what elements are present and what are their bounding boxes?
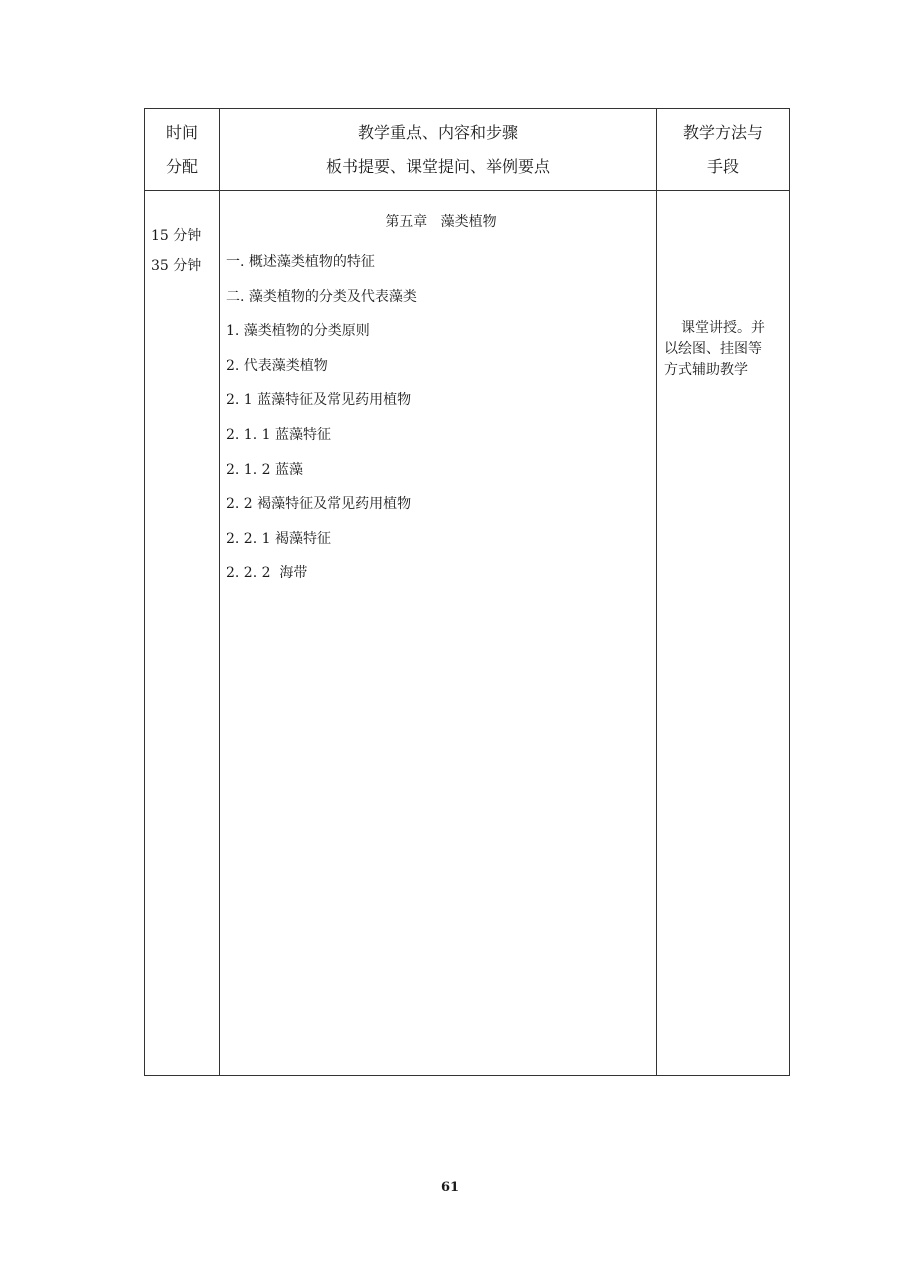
time-entry-2: 35 分钟 [151,258,202,274]
header-method-line2: 手段 [706,156,739,176]
time-allocation-cell [145,191,220,1076]
table-header-row [145,109,790,191]
content-item: 2. 2. 1 褐藻特征 [226,530,331,547]
time-entry-1: 15 分钟 [151,228,202,244]
content-item: 一. 概述藻类植物的特征 [226,254,375,270]
content-item: 1. 藻类植物的分类原则 [226,323,370,340]
header-method-line1: 教学方法与 [682,122,763,142]
teaching-method-cell [657,191,790,1076]
teaching-content-cell [220,191,657,1076]
content-item: 2. 代表藻类植物 [226,357,328,374]
content-item: 2. 1. 2 蓝藻 [226,461,303,478]
content-item: 2. 2. 2 海带 [226,565,308,582]
header-content-line2: 板书提要、课堂提问、举例要点 [325,156,550,176]
method-line-2: 以绘图、挂图等 [664,341,762,357]
content-item: 2. 1. 1 蓝藻特征 [226,426,331,443]
header-method-cell [657,109,790,191]
header-time-cell [145,109,220,191]
lesson-plan-table [144,108,790,1076]
chapter-title: 第五章 藻类植物 [385,214,497,230]
method-line-1: 课堂讲授。并 [681,320,765,336]
header-time-line1: 时间 [165,122,198,142]
header-time-line2: 分配 [165,156,198,176]
header-content-cell [220,109,657,191]
table-body-row [145,191,790,1076]
header-content-line1: 教学重点、内容和步骤 [357,122,518,142]
page-number: 61 [440,1180,460,1195]
method-line-3: 方式辅助教学 [664,362,748,378]
content-item: 2. 1 蓝藻特征及常见药用植物 [226,392,412,409]
content-item: 2. 2 褐藻特征及常见药用植物 [226,496,412,513]
content-item: 二. 藻类植物的分类及代表藻类 [226,288,417,305]
